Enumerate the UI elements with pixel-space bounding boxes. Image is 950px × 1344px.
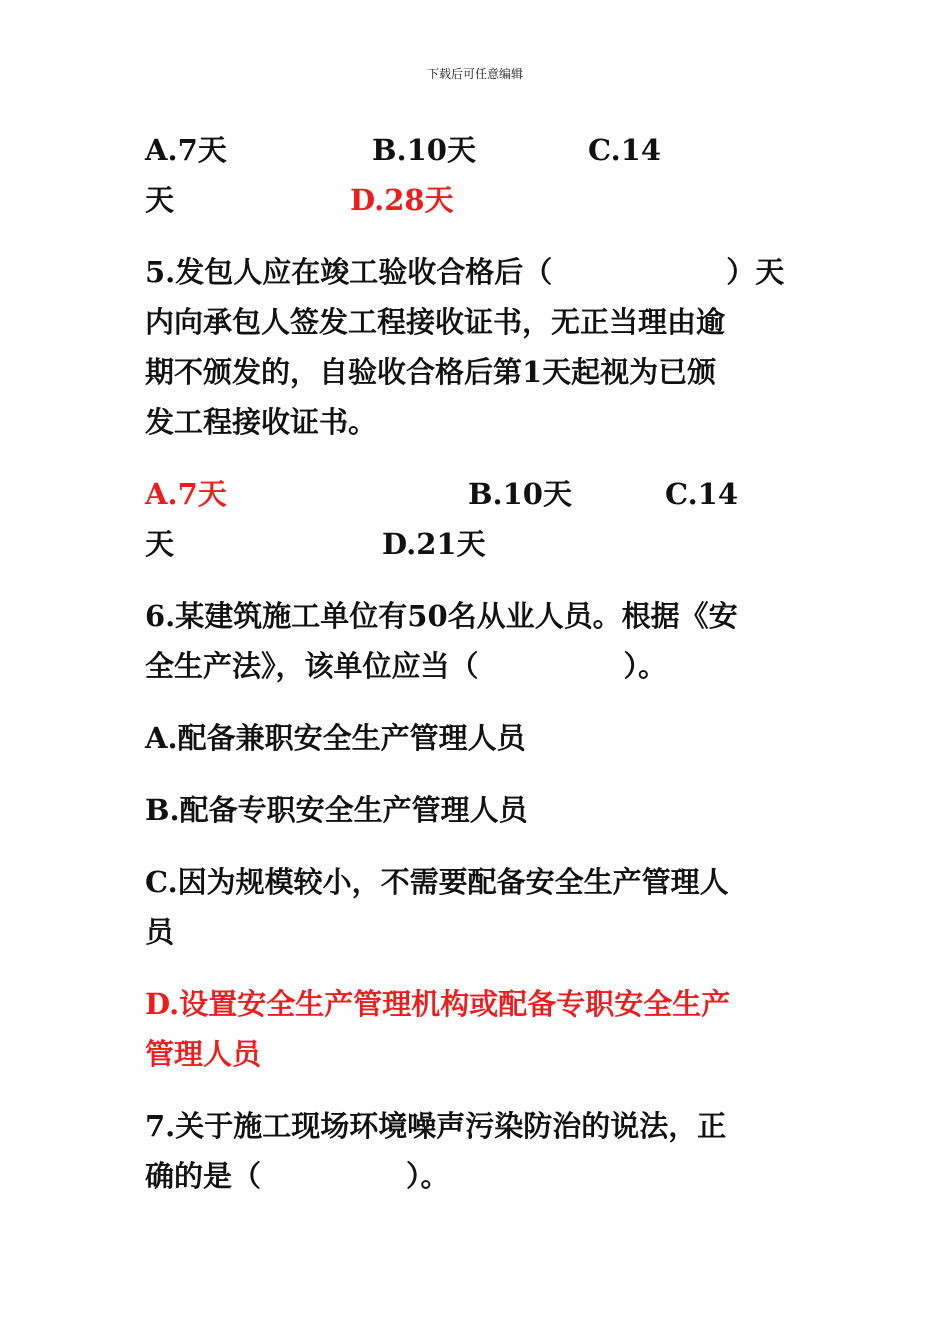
q4-option-a: A.7天 (145, 133, 227, 167)
q6-text-line: 6.某建筑施工单位有50名从业人员。根据《安 (145, 599, 738, 633)
q6-option-a: A.配备兼职安全生产管理人员 (145, 721, 526, 755)
q4-option-c: C.14 (588, 133, 662, 167)
q5-text-line: 期不颁发的，自验收合格后第1天起视为已颁 (145, 355, 717, 389)
q5-option-c: C.14 (665, 477, 739, 511)
q5-text-line: 发工程接收证书。 (145, 405, 378, 439)
q5-option-d: D.21天 (382, 527, 486, 561)
q6-option-d-answer-continued: 管理人员 (145, 1037, 262, 1071)
q5-text-line: 5.发包人应在竣工验收合格后（ ）天 (145, 255, 785, 289)
q6-option-c-continued: 员 (145, 915, 175, 949)
q7-text-line: 7.关于施工现场环境噪声污染防治的说法，正 (145, 1109, 727, 1143)
q5-text-line: 内向承包人签发工程接收证书，无正当理由逾 (145, 305, 726, 339)
q4-option-b: B.10天 (372, 133, 476, 167)
q4-option-c-continued: 天 (145, 183, 175, 217)
q4-option-d-answer: D.28天 (350, 183, 454, 217)
q5-option-a-answer: A.7天 (145, 477, 227, 511)
q6-option-d-answer: D.设置安全生产管理机构或配备专职安全生产 (145, 987, 731, 1021)
q7-text-line: 确的是（ ）。 (145, 1159, 450, 1193)
q6-option-c: C.因为规模较小，不需要配备安全生产管理人 (145, 865, 729, 899)
page-header: 下载后可任意编辑 (426, 67, 523, 81)
q5-option-c-continued: 天 (145, 527, 175, 561)
q6-option-b: B.配备专职安全生产管理人员 (145, 793, 528, 827)
q5-option-b: B.10天 (468, 477, 572, 511)
q6-text-line: 全生产法》，该单位应当（ ）。 (145, 649, 668, 683)
